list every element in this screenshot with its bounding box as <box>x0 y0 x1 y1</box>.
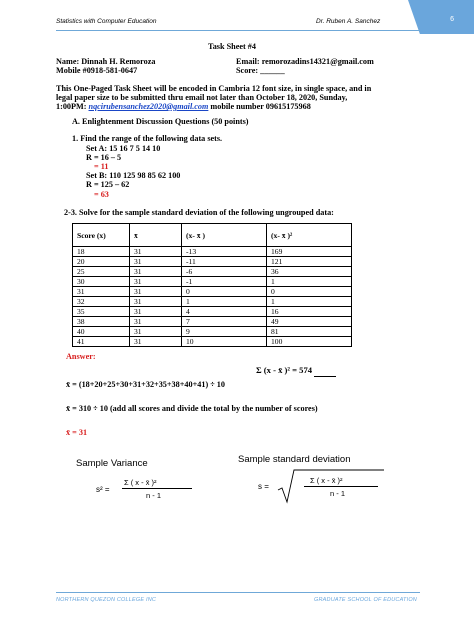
set-a-values: Set A: 15 16 7 5 14 10 <box>86 144 161 153</box>
header-deviation: (x- x̄ ) <box>182 224 267 247</box>
header-right-text: Dr. Ruben A. Sanchez <box>316 18 381 25</box>
cell-deviation-squared: 100 <box>267 337 352 347</box>
header-left-text: Statistics with Computer Education <box>56 18 157 25</box>
cell-deviation-squared: 1 <box>267 297 352 307</box>
cell-score: 35 <box>73 307 130 317</box>
sd-lhs: s = <box>258 482 269 491</box>
sum-underline <box>314 376 336 377</box>
table-row <box>73 277 352 287</box>
cell-deviation: -6 <box>182 267 267 277</box>
cell-score: 25 <box>73 267 130 277</box>
cell-deviation: -13 <box>182 247 267 257</box>
cell-score: 20 <box>73 257 130 267</box>
cell-mean: 31 <box>130 257 182 267</box>
variance-fraction-bar <box>122 488 192 489</box>
set-b-values: Set B: 110 125 98 85 62 100 <box>86 171 181 180</box>
sd-title: Sample standard deviation <box>238 454 351 465</box>
cell-deviation-squared: 16 <box>267 307 352 317</box>
cell-score: 38 <box>73 317 130 327</box>
cell-deviation: 0 <box>182 287 267 297</box>
cell-deviation: -1 <box>182 277 267 287</box>
table-row <box>73 327 352 337</box>
header-deviation-squared: (x- x̄ )² <box>267 224 352 247</box>
cell-score: 32 <box>73 297 130 307</box>
instructions-line-1: This One-Paged Task Sheet will be encoded in Cambria 12 font size, in single space, and in <box>56 84 372 93</box>
page-number: 6 <box>450 16 454 23</box>
cell-score: 31 <box>73 287 130 297</box>
cell-mean: 31 <box>130 307 182 317</box>
range-b-answer: = 63 <box>94 190 109 199</box>
mean-division: x̄ = 310 ÷ 10 (add all scores and divide the total by the number of scores) <box>66 404 318 413</box>
footer-right-text: GRADUATE SCHOOL OF EDUCATION <box>314 597 417 603</box>
instructions-line-2: legal paper size to be submitted thru email not later than October 18, 2020, Sunday, <box>56 93 348 102</box>
table-row <box>73 287 352 297</box>
header-divider <box>56 30 420 31</box>
variance-title: Sample Variance <box>76 458 148 469</box>
cell-deviation: 4 <box>182 307 267 317</box>
table-row <box>73 257 352 267</box>
header-mean: x̄ <box>130 224 182 247</box>
table-row <box>73 307 352 317</box>
table-row <box>73 317 352 327</box>
cell-score: 41 <box>73 337 130 347</box>
instructions-time: 1:00PM: <box>56 102 89 111</box>
mean-result: x̄ = 31 <box>66 428 88 437</box>
sd-denominator: n - 1 <box>330 489 346 498</box>
variance-numerator: Σ ( x - x̄ )² <box>124 478 157 487</box>
cell-mean: 31 <box>130 247 182 257</box>
instructions-email-link[interactable]: nqcirubensanchez2020@gmail.com <box>88 102 209 111</box>
cell-score: 30 <box>73 277 130 287</box>
mean-calculation: x̄ = (18+20+25+30+31+32+35+38+40+41) ÷ 10 <box>66 380 225 389</box>
student-email: Email: remorozadins14321@gmail.com <box>236 57 374 66</box>
footer-left-text: NORTHERN QUEZON COLLEGE INC <box>56 597 157 603</box>
sum-of-squares: Σ (x - x̄ )² = 574 <box>256 365 313 375</box>
cell-score: 18 <box>73 247 130 257</box>
answer-label: Answer: <box>66 352 96 361</box>
question-2-3: 2-3. Solve for the sample standard deviation of the following ungrouped data: <box>64 208 334 217</box>
table-row <box>73 247 352 257</box>
range-a-answer: = 11 <box>94 162 109 171</box>
cell-deviation-squared: 169 <box>267 247 352 257</box>
cell-deviation: 7 <box>182 317 267 327</box>
cell-deviation-squared: 49 <box>267 317 352 327</box>
cell-deviation: 9 <box>182 327 267 337</box>
footer-divider <box>56 592 420 593</box>
range-a-formula: R = 16 – 5 <box>86 153 122 162</box>
section-a-heading: A. Enlightenment Discussion Questions (50 points) <box>72 117 249 126</box>
student-mobile: Mobile #0918-581-0647 <box>56 66 138 75</box>
table-row <box>73 337 352 347</box>
cell-mean: 31 <box>130 317 182 327</box>
cell-mean: 31 <box>130 327 182 337</box>
cell-deviation: 1 <box>182 297 267 307</box>
cell-deviation-squared: 81 <box>267 327 352 337</box>
student-score: Score: ______ <box>236 66 285 75</box>
cell-deviation-squared: 121 <box>267 257 352 267</box>
cell-deviation-squared: 1 <box>267 277 352 287</box>
header-score: Score (x) <box>73 224 130 247</box>
deviation-table <box>72 223 352 347</box>
cell-mean: 31 <box>130 277 182 287</box>
cell-mean: 31 <box>130 337 182 347</box>
range-b-formula: R = 125 – 62 <box>86 180 130 189</box>
cell-deviation-squared: 0 <box>267 287 352 297</box>
instructions-line-3 <box>56 102 311 112</box>
sd-numerator: Σ ( x - x̄ )² <box>310 476 343 485</box>
cell-mean: 31 <box>130 287 182 297</box>
table-header-row <box>73 224 352 247</box>
cell-deviation: -11 <box>182 257 267 267</box>
cell-deviation: 10 <box>182 337 267 347</box>
cell-mean: 31 <box>130 297 182 307</box>
instructions-mobile: mobile number 09615175968 <box>208 102 311 111</box>
page-title: Task Sheet #4 <box>208 42 256 51</box>
sd-fraction-bar <box>304 486 378 487</box>
table-row <box>73 267 352 277</box>
cell-score: 40 <box>73 327 130 337</box>
cell-deviation-squared: 36 <box>267 267 352 277</box>
question-1: 1. Find the range of the following data sets. <box>72 134 223 143</box>
student-name: Name: Dinnah H. Remoroza <box>56 57 156 66</box>
table-row <box>73 297 352 307</box>
cell-mean: 31 <box>130 267 182 277</box>
variance-lhs: s² = <box>96 485 110 494</box>
page-corner-tab <box>408 0 474 34</box>
variance-denominator: n - 1 <box>146 491 162 500</box>
